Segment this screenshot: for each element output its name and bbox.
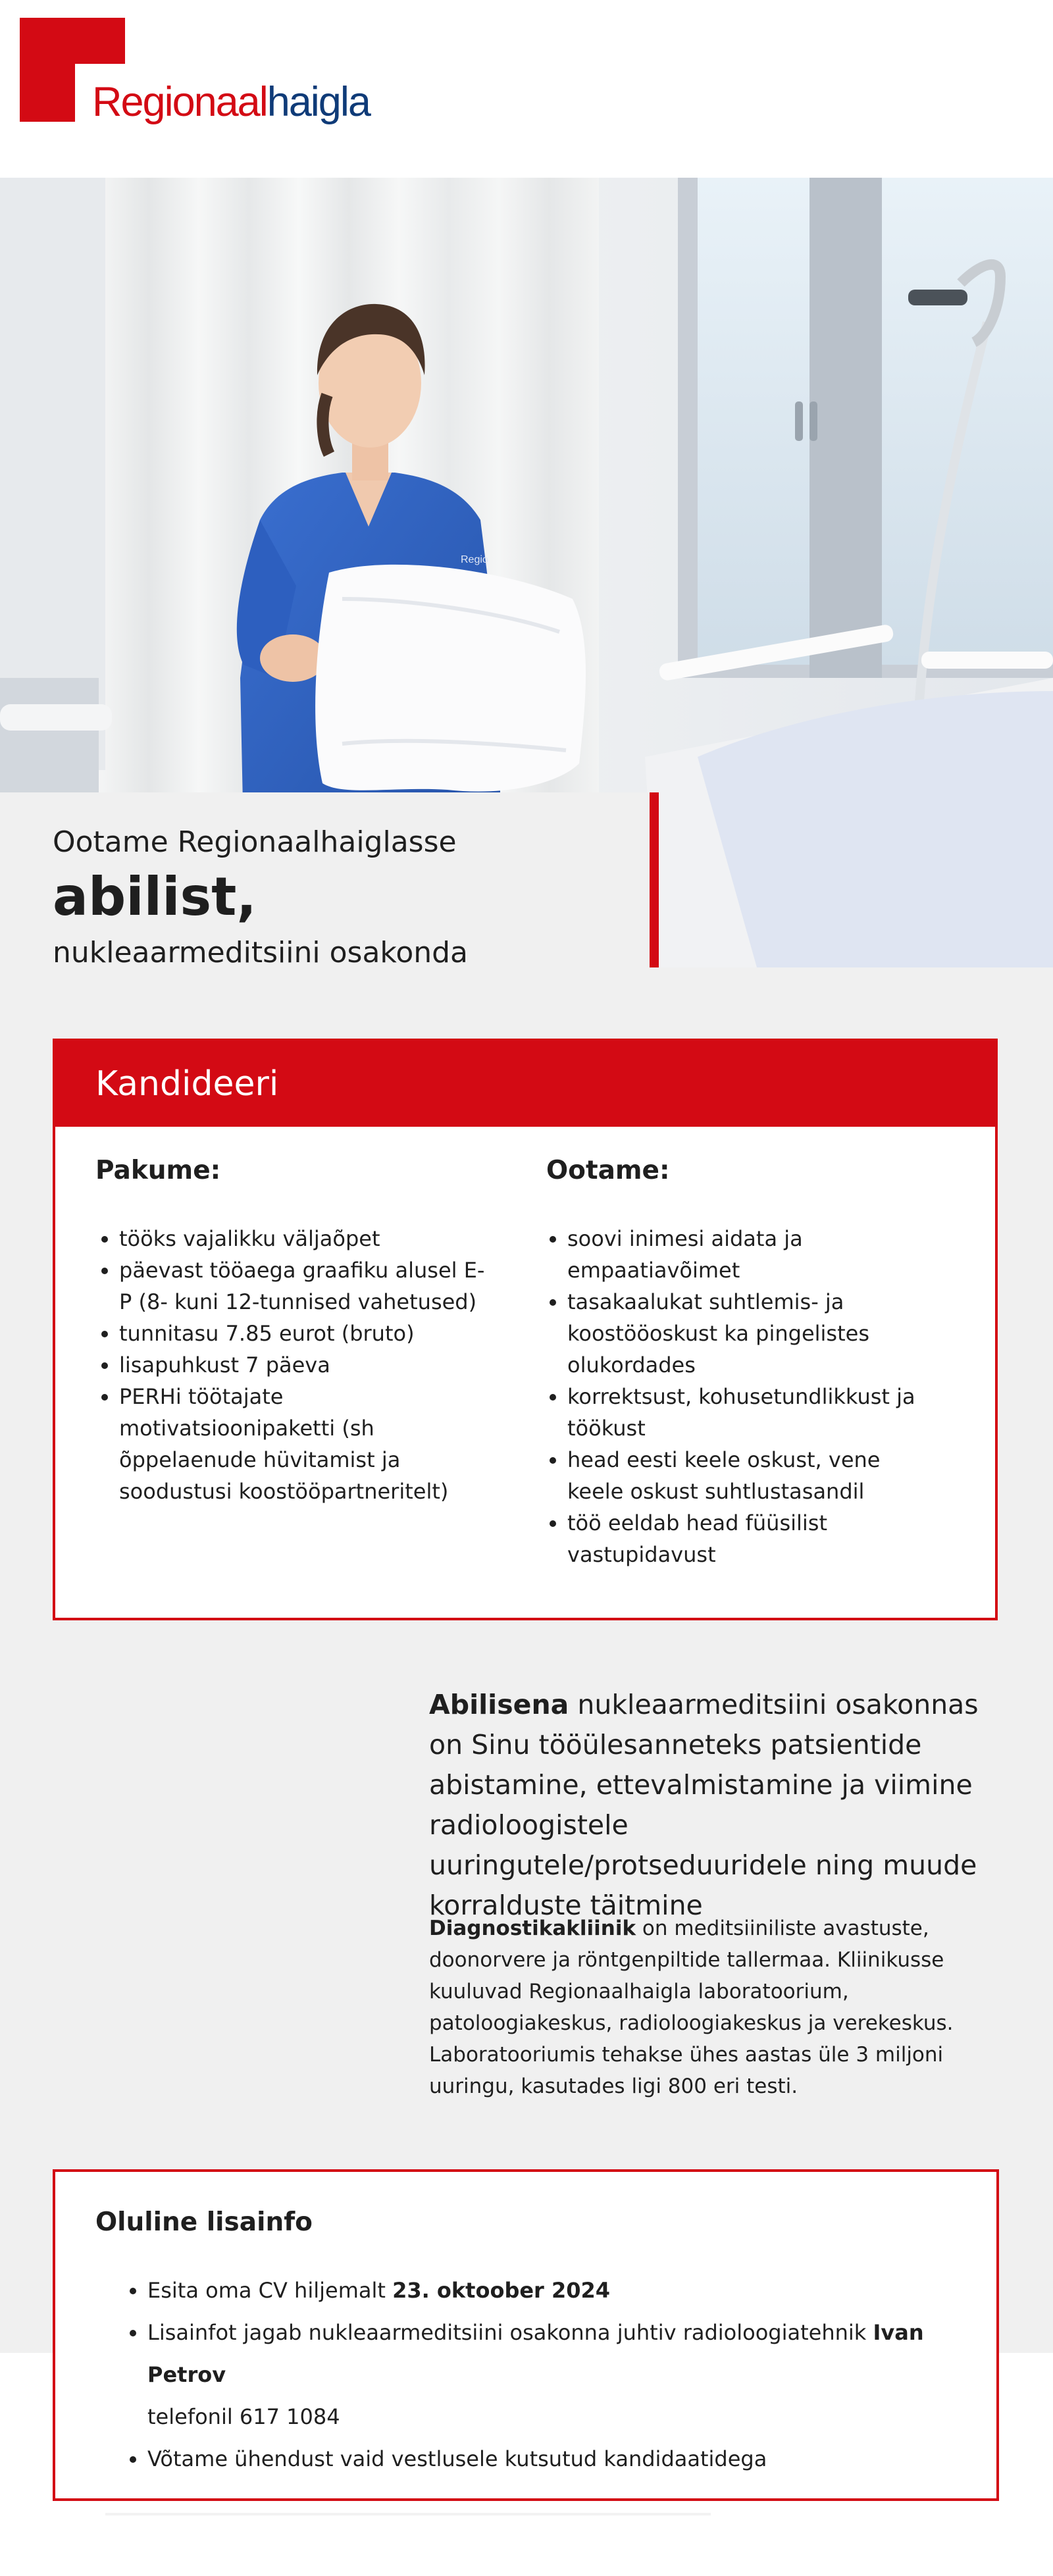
logo-word-regionaal: Regionaal [92, 79, 267, 125]
offers-item: • PERHi töötajate motivatsioonipaketti (sh õppelaenude hüvitamist ja soodustusi koostööpartneritelt) [119, 1381, 490, 1507]
info-item-deadline-text: Esita oma CV hiljemalt [147, 2278, 393, 2303]
expect-item: • soovi inimesi aidata ja empaatiavõimet [567, 1223, 938, 1286]
apply-button-label[interactable]: Kandideeri [95, 1064, 279, 1104]
offers-heading: Pakume: [95, 1156, 221, 1185]
clinic-description-bold: Diagnostikakliinik [429, 1917, 636, 1940]
expect-item: • head eesti keele oskust, vene keele oskust suhtlustasandil [567, 1444, 938, 1507]
info-item-contact [147, 2311, 979, 2438]
scrubs-badge-text: Regio [461, 554, 488, 565]
info-item-notice: • Võtame ühendust vaid vestlusele kutsutud kandidaatidega [147, 2438, 979, 2480]
logo-word-haigla: haigla [267, 79, 370, 125]
expect-heading: Ootame: [546, 1156, 670, 1185]
offers-item: • tunnitasu 7.85 eurot (bruto) [119, 1318, 490, 1349]
clinic-description-text: on meditsiiniliste avastuste, doonorvere ja röntgenpiltide tallermaa. Kliinikusse kuuluvad Regionaalhaigla laboratoorium, patoloogiakeskus, radioloogiakeskus ja verekeskus. Laboratooriumis tehakse ühes aastas üle 3 miljoni uuringu, kasutades ligi 800 eri testi. [429, 1917, 954, 2098]
info-item-deadline-date: 23. oktoober 2024 [392, 2278, 611, 2303]
logo-wordmark [92, 79, 370, 125]
role-description [429, 1685, 1008, 1926]
info-heading: Oluline lisainfo [95, 2207, 313, 2237]
info-list [124, 2269, 979, 2480]
expect-item: • korrektsust, kohusetundlikkust ja töökust [567, 1381, 938, 1444]
offers-list [95, 1223, 490, 1507]
info-list-container [124, 2269, 979, 2480]
expect-item: • tasakaalukat suhtlemis- ja koostööoskust ka pingelistes olukordades [567, 1286, 938, 1381]
role-description-bold: Abilisena [429, 1689, 569, 1720]
expect-list-container [544, 1223, 938, 1570]
title-accent-bar [650, 792, 659, 967]
footer-divider [105, 2513, 711, 2515]
info-item-contact-phone: telefonil 617 1084 [147, 2404, 340, 2429]
expect-list [544, 1223, 938, 1570]
page-title: abilist, [53, 866, 257, 927]
offers-list-container [95, 1223, 490, 1507]
info-item-contact-name: Ivan Petrov [147, 2320, 924, 2387]
title-pretext: Ootame Regionaalhaiglasse [53, 825, 457, 859]
info-item-contact-text: Lisainfot jagab nukleaarmeditsiini osakonna juhtiv radioloogiatehnik [147, 2320, 873, 2345]
role-description-text: nukleaarmeditsiini osakonnas on Sinu tööülesanneteks patsientide abistamine, ettevalmistamine ja viimine radioloogistele uuringutele/protseduuridele ning muude korralduste täitmine [429, 1689, 979, 1921]
clinic-description [429, 1913, 1015, 2102]
offers-item: • tööks vajalikku väljaõpet [119, 1223, 490, 1254]
title-subtext: nukleaarmeditsiini osakonda [53, 936, 469, 969]
info-item-deadline [147, 2269, 979, 2311]
expect-item: • töö eeldab head füüsilist vastupidavust [567, 1507, 938, 1570]
offers-item: • lisapuhkust 7 päeva [119, 1349, 490, 1381]
offers-item: • päevast tööaega graafiku alusel E-P (8- kuni 12-tunnised vahetused) [119, 1254, 490, 1318]
